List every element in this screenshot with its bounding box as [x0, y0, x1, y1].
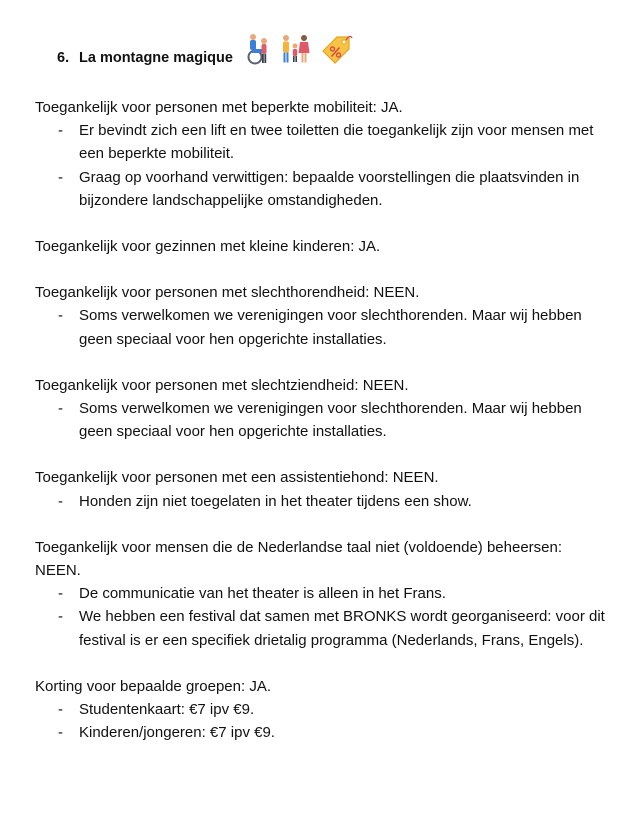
heading-number: 6. — [57, 50, 70, 66]
section-list — [35, 490, 605, 513]
list-item: - Soms verwelkomen we verenigingen voor slechthorenden. Maar wij hebben geen speciaal voor hen opgerichte installaties. — [79, 397, 605, 443]
discount-tag-icon — [319, 33, 353, 65]
list-item: - De communicatie van het theater is alleen in het Frans. — [79, 582, 605, 605]
list-item: - We hebben een festival dat samen met BRONKS wordt georganiseerd: voor dit festival is er een specifiek drietalig programma (Nederlands, Frans, Engels). — [79, 605, 605, 651]
section-title: Toegankelijk voor personen met een assistentiehond: NEEN. — [35, 469, 439, 487]
list-item: - Soms verwelkomen we verenigingen voor slechthorenden. Maar wij hebben geen speciaal voor hen opgerichte installaties. — [79, 304, 605, 350]
accessibility-sections — [35, 96, 605, 767]
info-section — [35, 235, 605, 258]
section-list — [35, 397, 605, 443]
section-list — [35, 698, 605, 744]
section-list — [35, 304, 605, 350]
family-icon — [279, 33, 311, 65]
info-section — [35, 466, 605, 512]
info-section — [35, 96, 605, 212]
section-heading — [57, 50, 233, 66]
section-title: Toegankelijk voor personen met slechthorendheid: NEEN. — [35, 284, 420, 302]
info-section — [35, 281, 605, 351]
info-section — [35, 374, 605, 444]
wheelchair-family-icon — [245, 33, 271, 65]
heading-title: La montagne magique — [79, 50, 233, 66]
list-item: - Graag op voorhand verwittigen: bepaalde voorstellingen die plaatsvinden in bijzondere landschappelijke omstandigheden. — [79, 166, 605, 212]
list-item: - Er bevindt zich een lift en twee toiletten die toegankelijk zijn voor mensen met een beperkte mobiliteit. — [79, 119, 605, 165]
list-item: - Kinderen/jongeren: €7 ipv €9. — [79, 721, 605, 744]
info-section — [35, 536, 605, 652]
section-title: Korting voor bepaalde groepen: JA. — [35, 677, 271, 695]
list-item: - Honden zijn niet toegelaten in het theater tijdens een show. — [79, 490, 605, 513]
section-title: Toegankelijk voor personen met slechtziendheid: NEEN. — [35, 376, 409, 394]
list-item: - Studentenkaart: €7 ipv €9. — [79, 698, 605, 721]
section-list — [35, 119, 605, 212]
section-title: Toegankelijk voor gezinnen met kleine kinderen: JA. — [35, 238, 381, 256]
section-title: Toegankelijk voor personen met beperkte mobiliteit: JA. — [35, 99, 403, 116]
section-title: Toegankelijk voor mensen die de Nederlandse taal niet (voldoende) beheersen: NEEN. — [35, 538, 563, 580]
info-section — [35, 675, 605, 745]
section-list — [35, 582, 605, 652]
heading-icons — [245, 33, 353, 65]
